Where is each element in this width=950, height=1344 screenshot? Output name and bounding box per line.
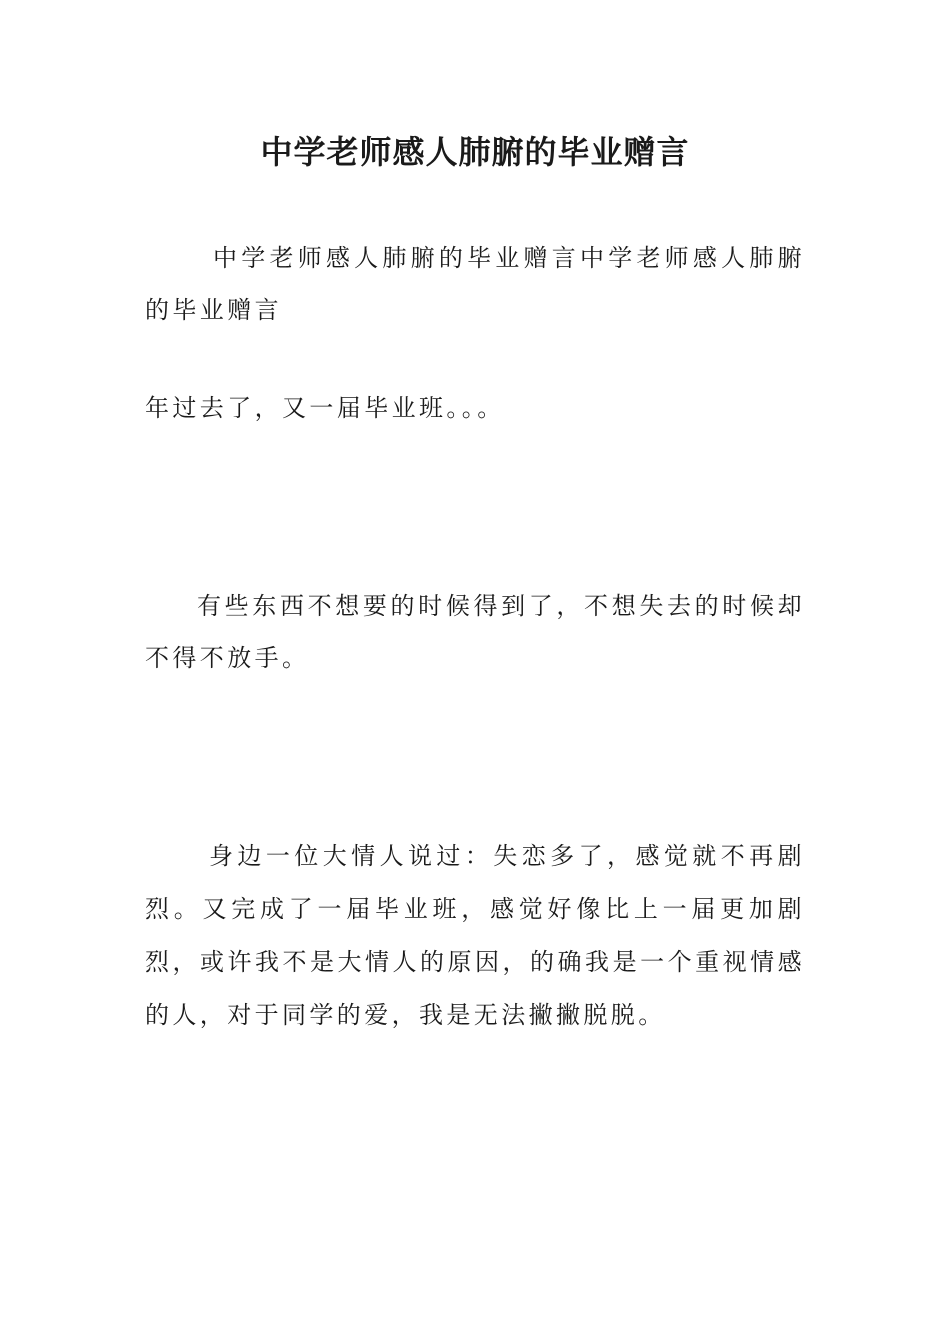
paragraph-intro: 中学老师感人肺腑的毕业赠言中学老师感人肺腑的毕业赠言 [145,244,805,324]
paragraph-big-lover: 身边一位大情人说过：失恋多了，感觉就不再剧烈。又完成了一届毕业班，感觉好像比上一届更加剧烈，或许我不是大情人的原因，的确我是一个重视情感的人，对于同学的爱，我是无法撇撇脱脱。 [145,842,805,1029]
document-title: 中学老师感人肺腑的毕业赠言 [260,133,690,171]
paragraph-letting-go: 有些东西不想要的时候得到了，不想失去的时候却不得不放手。 [145,592,805,672]
paragraph-year-passed: 年过去了，又一届毕业班。。。 [145,394,505,422]
